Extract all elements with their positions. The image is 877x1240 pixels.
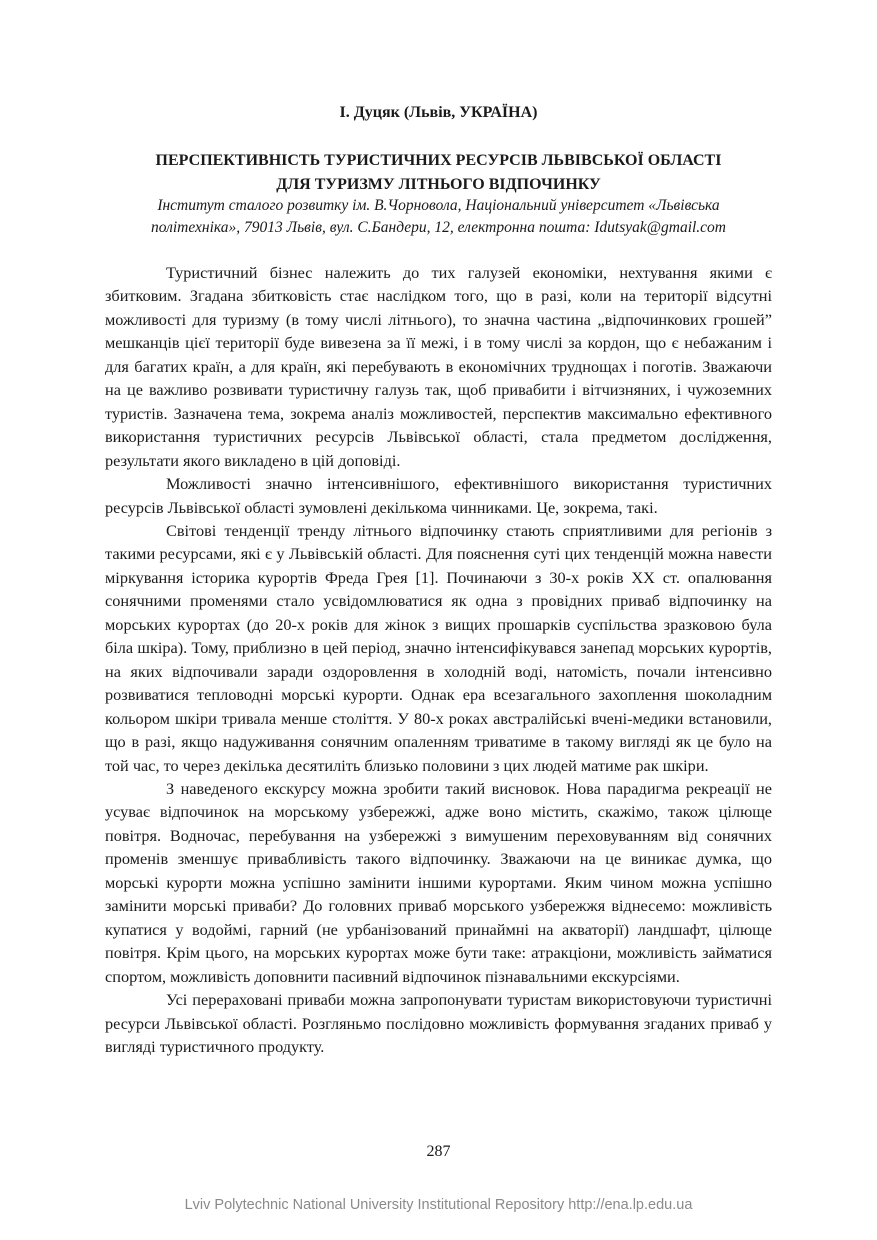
paper-title-line-2: ДЛЯ ТУРИЗМУ ЛІТНЬОГО ВІДПОЧИНКУ <box>276 176 601 193</box>
paper-title-line-1: ПЕРСПЕКТИВНІСТЬ ТУРИСТИЧНИХ РЕСУРСІВ ЛЬВІВСЬКОЇ ОБЛАСТІ <box>155 152 722 169</box>
page-number: 287 <box>426 1143 451 1160</box>
paragraph-5: Усі перераховані приваби можна запропонувати туристам використовуючи туристичні ресурси Львівської області. Розгляньмо послідовно можливість формування згаданих приваб у вигляді туристичного продукту. <box>105 990 772 1056</box>
affiliation-line-1: Інститут сталого розвитку ім. В.Чорновола, Національний університет «Львівська <box>157 197 720 214</box>
affiliation-line-2: політехніка», 79013 Львів, вул. С.Бандери, 12, електронна пошта: Idutsyak@gmail.com <box>150 219 727 236</box>
article-body <box>105 261 772 1058</box>
paragraph-1: Туристичний бізнес належить до тих галузей економіки, нехтування якими є збитковим. Згадана збитковість стає наслідком того, що в разі, коли на території відсутні можливості для туризму (в тому числі літнього), то значна частина „відпочинкових грошей” мешканців цієї території буде вивезена за її межі, і в тому числі за кордон, що є небажаним і для багатих країн, а для країн, які перебувають в економічних труднощах і поготів. Зважаючи на це важливо розвивати туристичну галузь так, щоб привабити і вітчизняних, і чужоземних туристів. Зазначена тема, зокрема аналіз можливостей, перспектив максимально ефективного використання туристичних ресурсів Львівської області, стала предметом дослідження, результати якого викладено в цій доповіді. <box>105 263 772 470</box>
paper-title <box>60 149 817 197</box>
affiliation <box>60 195 817 239</box>
paragraph-4: З наведеного екскурсу можна зробити такий висновок. Нова парадигма рекреації не усуває відпочинок на морському узбережжі, адже воно містить, скажімо, також цілюще повітря. Водночас, перебування на узбережжі з вимушеним переховуванням від сонячних променів зменшує привабливість такого відпочинку. Зважаючи на це виникає думка, що морські курорти можна успішно замінити іншими курортами. Яким чином можна успішно замінити морські приваби? До головних приваб морського узбережжя віднесемо: можливість купатися у водоймі, гарний (не урбанізований принаймні на акваторії) ландшафт, цілюще повітря. Крім цього, на морських курортах може бути таке: атракціони, можливість займатися спортом, можливість доповнити пасивний відпочинок пізнавальними екскурсіями. <box>105 778 772 986</box>
author-line: І. Дуцяк (Львів, УКРАЇНА) <box>339 104 538 121</box>
paragraph-2: Можливості значно інтенсивнішого, ефективнішого використання туристичних ресурсів Львівської області зумовлені декількома чинниками. Це, зокрема, такі. <box>105 474 772 517</box>
repository-footer: Lviv Polytechnic National University Institutional Repository http://ena.lp.edu.ua <box>184 1197 693 1213</box>
paragraph-3: Світові тенденції тренду літнього відпочинку стають сприятливими для регіонів з такими ресурсами, які є у Львівській області. Для пояснення суті цих тенденцій можна навести міркування історика курортів Фреда Грея [1]. Починаючи з 30-х років XX ст. опалювання сонячними променями стало усвідомлюватися як одна з провідних приваб відпочинку на морських курортах (до 20-х років для жінок з вищих прошарків суспільства зразковою була біла шкіра). Тому, приблизно в цей період, значно інтенсифікувався занепад морських курортів, на яких відпочивали заради оздоровлення в холодній воді, натомість, почали інтенсивно розвиватися тепловодні морські курорти. Однак ера всезагального захоплення шоколадним кольором шкіри тривала менше століття. У 80-х роках австралійські вчені-медики встановили, що в разі, якщо надуживання сонячним опаленням триватиме в такому вигляді як це було на той час, то через декілька десятиліть близько половини з цих людей матиме рак шкіри. <box>105 520 772 775</box>
